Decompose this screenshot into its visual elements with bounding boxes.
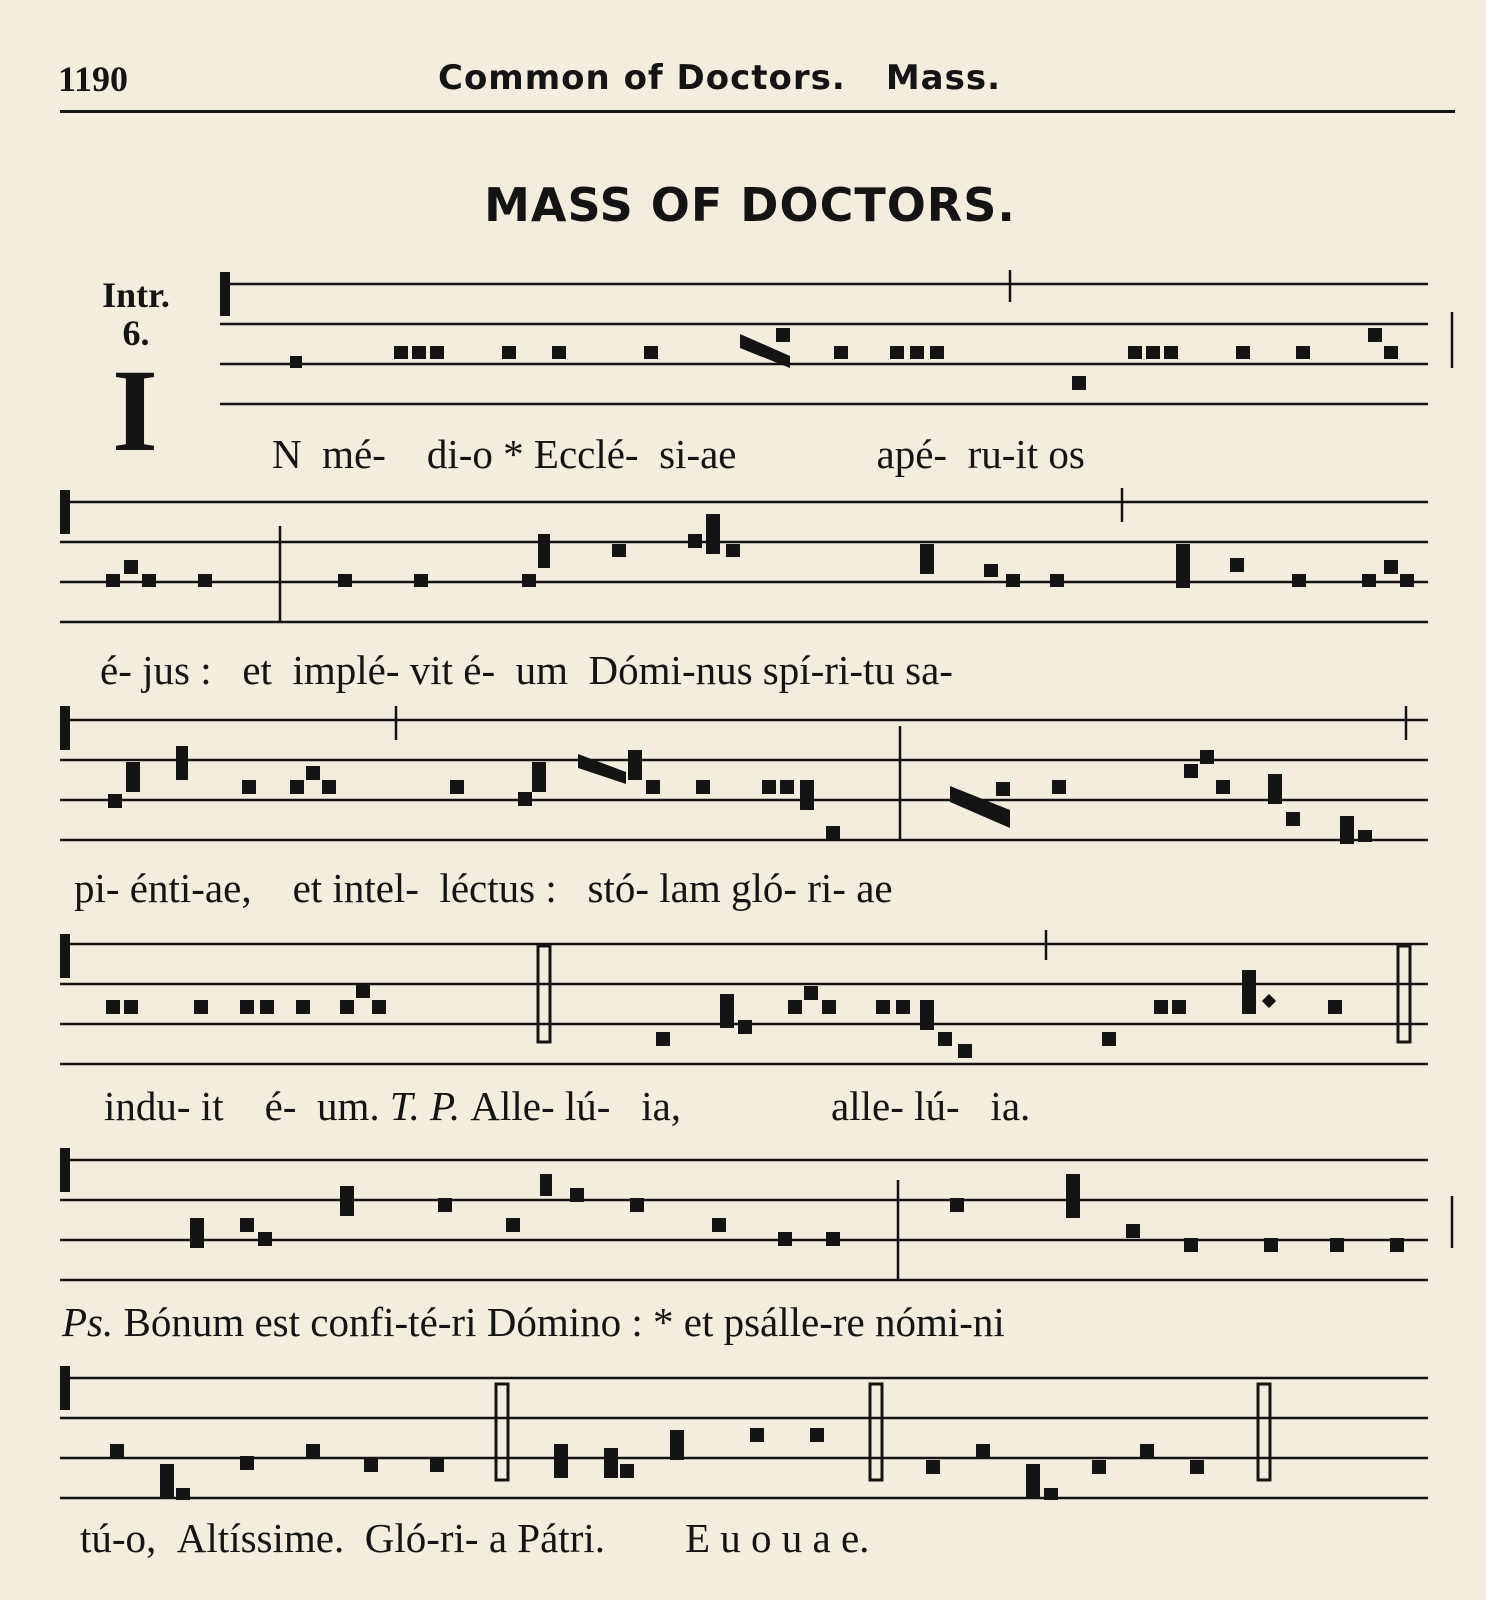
syllable: e. bbox=[840, 1515, 870, 1561]
syllable: implé- bbox=[292, 647, 400, 693]
syllable: jus : bbox=[142, 647, 212, 693]
tempus-paschale: T. P. bbox=[389, 1083, 461, 1129]
syllable: a bbox=[488, 1515, 508, 1561]
syllable: Altíssime. bbox=[176, 1515, 345, 1561]
syllable: um bbox=[515, 647, 569, 693]
syllable: léctus : bbox=[439, 865, 557, 911]
syllable: gló- bbox=[730, 865, 798, 911]
syllable: u bbox=[720, 1515, 741, 1561]
running-head-title bbox=[438, 58, 1001, 98]
header-rule bbox=[60, 110, 1455, 113]
syllable: é- bbox=[100, 647, 132, 693]
syllable: ru-it bbox=[967, 431, 1039, 477]
syllable: o bbox=[751, 1515, 772, 1561]
staff-6 bbox=[0, 1364, 1486, 1494]
syllable: ia. bbox=[990, 1083, 1031, 1129]
lyric-line-4 bbox=[104, 1083, 1031, 1129]
running-head-section: Mass. bbox=[885, 58, 1001, 98]
syllable: u bbox=[781, 1515, 803, 1561]
psalm-text: Bónum est confi-té-ri Dómino : * et psálle-re nómi-ni bbox=[123, 1299, 1005, 1345]
running-head bbox=[58, 58, 1426, 98]
running-head-title-text: Common of Doctors. bbox=[438, 58, 846, 98]
staff-4 bbox=[0, 924, 1486, 1054]
staff-1 bbox=[0, 270, 1486, 400]
syllable: et bbox=[242, 647, 272, 693]
psalm-label: Ps. bbox=[62, 1299, 114, 1345]
syllable: * Ecclé- bbox=[503, 431, 639, 477]
syllable: si-ae bbox=[659, 431, 737, 477]
syllable: mé- bbox=[322, 431, 386, 477]
syllable: Dómi-nus bbox=[588, 647, 753, 693]
syllable: um. bbox=[316, 1083, 380, 1129]
syllable: indu- bbox=[104, 1083, 191, 1129]
syllable: lú- bbox=[914, 1083, 960, 1129]
lyric-line-3 bbox=[74, 865, 893, 911]
syllable: os bbox=[1048, 431, 1085, 477]
page-number: 1190 bbox=[58, 59, 129, 99]
syllable: a bbox=[812, 1515, 831, 1561]
lyric-line-2 bbox=[100, 647, 953, 693]
syllable: intel- bbox=[332, 865, 419, 911]
syllable: énti-ae, bbox=[129, 865, 252, 911]
mass-title: MASS OF DOCTORS. bbox=[484, 178, 1016, 232]
mode-number: 6. bbox=[122, 313, 150, 353]
syllable: apé- bbox=[876, 431, 948, 477]
syllable: é- bbox=[463, 647, 496, 693]
introit-abbrev: Intr. bbox=[102, 275, 170, 315]
syllable: Gló-ri- bbox=[364, 1515, 479, 1561]
syllable: et bbox=[292, 865, 323, 911]
syllable: ae bbox=[856, 865, 893, 911]
staff-5 bbox=[0, 1140, 1486, 1270]
lyric-line-1 bbox=[272, 431, 1085, 477]
syllable: pi- bbox=[74, 865, 120, 911]
syllable: E bbox=[684, 1515, 711, 1561]
syllable: N bbox=[272, 431, 302, 477]
syllable: di-o bbox=[426, 431, 493, 477]
lyric-line-5 bbox=[62, 1299, 1005, 1345]
syllable: Alle- bbox=[470, 1083, 555, 1129]
syllable: ri- bbox=[807, 865, 846, 911]
syllable: ia, bbox=[641, 1083, 682, 1129]
syllable: tú-o, bbox=[80, 1515, 157, 1561]
lyric-line-6 bbox=[80, 1515, 870, 1561]
syllable: alle- bbox=[831, 1083, 904, 1129]
syllable: Pátri. bbox=[517, 1515, 605, 1561]
syllable: é- bbox=[264, 1083, 297, 1129]
syllable: it bbox=[200, 1083, 224, 1129]
syllable: spí-ri-tu bbox=[762, 647, 895, 693]
syllable: vit bbox=[409, 647, 454, 693]
initial-letter: I bbox=[112, 345, 158, 476]
syllable: lú- bbox=[564, 1083, 611, 1129]
syllable: lam bbox=[659, 865, 721, 911]
syllable: stó- bbox=[587, 865, 649, 911]
staff-3 bbox=[0, 706, 1486, 836]
staff-2 bbox=[0, 488, 1486, 618]
syllable: sa- bbox=[905, 647, 953, 693]
